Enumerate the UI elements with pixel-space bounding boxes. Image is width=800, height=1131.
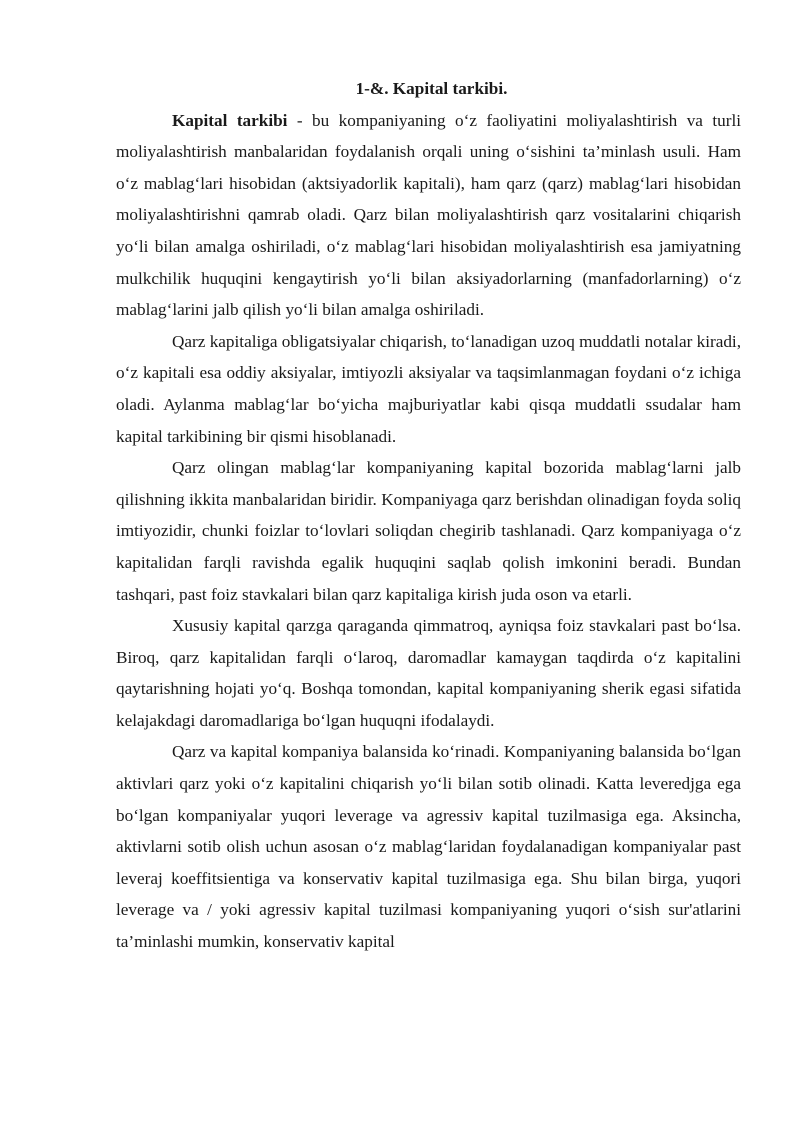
section-title: 1-&. Kapital tarkibi. bbox=[355, 79, 508, 98]
intro-text: - bu kompaniyaning o‘z faoliyatini moliyalashtirish va turli moliyalashtirish manbalaridan foydalanish orqali uning o‘sishini ta’minlash usuli. Ham o‘z mablag‘lari hisobidan (aktsiyadorlik kapitali), ham qarz (qarz) mablag‘lari hisobidan moliyalashtirishni qamrab oladi. Qarz bilan moliyalashtirish qarz vositalarini chiqarish yo‘li bilan amalga oshiriladi, o‘z mablag‘lari hisobidan moliyalashtirish esa jamiyatning mulkchilik huquqini kengaytirish yo‘li bilan aksiyadorlarning (manfadorlarning) o‘z mablag‘larini jalb qilish yo‘li bilan amalga oshiriladi. bbox=[116, 110, 741, 320]
paragraph-debt-capital: Qarz kapitaliga obligatsiyalar chiqarish, to‘lanadigan uzoq muddatli notalar kiradi, o‘z kapitali esa oddiy aksiyalar, imtiyozli aksiyalar va taqsimlanmagan foydani o‘z ichiga oladi. Aylanma mablag‘lar bo‘yicha majburiyatlar kabi qisqa muddatli ssudalar ham kapital tarkibining bir qismi hisoblanadi. bbox=[116, 331, 741, 446]
paragraph-balance-sheet: Qarz va kapital kompaniya balansida ko‘rinadi. Kompaniyaning balansida bo‘lgan aktivlari qarz yoki o‘z kapitalini chiqarish yo‘li bilan sotib olinadi. Katta leveredjga ega bo‘lgan kompaniyalar yuqori leverage va agressiv kapital tuzilmasiga ega. Aksincha, aktivlarni sotib olish uchun asosan o‘z mablag‘laridan foydalanadigan kompaniyalar past leveraj koeffitsientiga va konservativ kapital tuzilmasiga ega. Shu bilan birga, yuqori leverage va / yoki agressiv kapital tuzilmasi kompaniyaning yuqori o‘sish sur'atlarini ta’minlashi mumkin, konservativ kapital bbox=[116, 742, 741, 952]
paragraph-private-capital: Xususiy kapital qarzga qaraganda qimmatroq, ayniqsa foiz stavkalari past bo‘lsa. Biroq, qarz kapitalidan farqli o‘laroq, daromadlar kamaygan taqdirda o‘z kapitalini qaytarishning hojati yo‘q. Boshqa tomondan, kapital kompaniyaning sherik egasi sifatida kelajakdagi daromadlariga bo‘lgan huquqni ifodalaydi. bbox=[116, 616, 741, 730]
defined-term: Kapital tarkibi bbox=[172, 110, 288, 130]
intro-paragraph bbox=[116, 105, 741, 326]
document-page bbox=[116, 73, 741, 958]
paragraph-borrowed-funds: Qarz olingan mablag‘lar kompaniyaning kapital bozorida mablag‘larni jalb qilishning ikkita manbalaridan biridir. Kompaniyaga qarz berishdan olinadigan foyda soliq imtiyozidir, chunki foizlar to‘lovlari soliqdan chegirib tashlanadi. Qarz kompaniyaga o‘z kapitalidan farqli ravishda egalik huquqini saqlab qolish imkonini beradi. Bundan tashqari, past foiz stavkalari bilan qarz kapitaliga kirish juda oson va etarli. bbox=[116, 458, 741, 604]
